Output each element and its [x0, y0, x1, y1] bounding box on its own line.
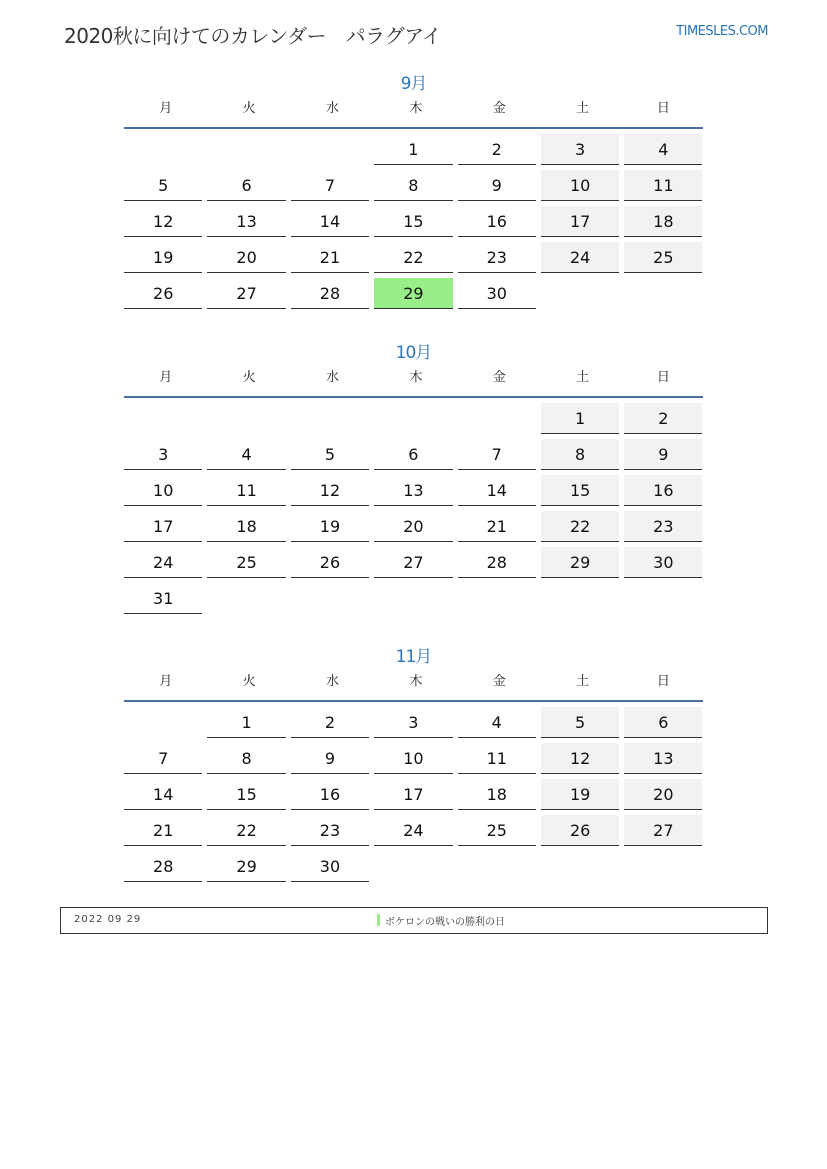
- day-number[interactable]: 3: [374, 707, 452, 738]
- weeks-grid: [124, 129, 703, 314]
- day-number[interactable]: 23: [291, 815, 369, 846]
- weekday-label: 木: [409, 674, 423, 689]
- holiday-legend: [60, 907, 768, 934]
- month-calendar-november: [124, 643, 703, 887]
- day-cell: [458, 475, 541, 511]
- day-cell: [374, 707, 457, 743]
- day-cell: [124, 242, 207, 278]
- week-row: [124, 851, 703, 887]
- weekday-label: 水: [325, 674, 339, 689]
- day-number[interactable]: 20: [624, 779, 702, 810]
- day-cell: [207, 547, 290, 583]
- day-number[interactable]: 21: [291, 242, 369, 273]
- day-cell: [458, 134, 541, 170]
- day-number[interactable]: 12: [541, 743, 619, 774]
- day-cell: [124, 779, 207, 815]
- day-cell: [291, 475, 374, 511]
- day-number[interactable]: 29: [541, 547, 619, 578]
- week-row: [124, 206, 703, 242]
- day-number[interactable]: 5: [291, 439, 369, 470]
- day-number[interactable]: 8: [541, 439, 619, 470]
- day-cell: [541, 134, 624, 170]
- day-cell: [207, 815, 290, 851]
- day-number[interactable]: 17: [374, 779, 452, 810]
- day-cell: [207, 278, 290, 314]
- day-number[interactable]: 13: [374, 475, 452, 506]
- day-number[interactable]: 1: [541, 403, 619, 434]
- day-cell: [624, 851, 702, 887]
- day-cell: [624, 278, 702, 314]
- day-number[interactable]: 6: [374, 439, 452, 470]
- day-cell: [458, 206, 541, 242]
- weekday-label: 火: [242, 101, 256, 116]
- day-number[interactable]: 20: [374, 511, 452, 542]
- day-number[interactable]: 9: [624, 439, 702, 470]
- day-cell: [374, 511, 457, 547]
- day-number[interactable]: 14: [458, 475, 536, 506]
- day-cell: [374, 134, 457, 170]
- day-cell: [291, 134, 374, 170]
- day-number[interactable]: 28: [291, 278, 369, 309]
- day-number[interactable]: 26: [291, 547, 369, 578]
- day-number[interactable]: 26: [541, 815, 619, 846]
- day-number[interactable]: 11: [624, 170, 702, 201]
- weekday-label: 水: [325, 101, 339, 116]
- day-cell: [291, 511, 374, 547]
- day-number[interactable]: 22: [374, 242, 452, 273]
- day-number[interactable]: 15: [541, 475, 619, 506]
- weekday-label: 月: [159, 101, 173, 116]
- day-cell: [207, 851, 290, 887]
- day-cell: [374, 475, 457, 511]
- day-cell: [541, 403, 624, 439]
- day-cell: [374, 403, 457, 439]
- day-number[interactable]: 24: [541, 242, 619, 273]
- day-number[interactable]: 16: [458, 206, 536, 237]
- week-row: [124, 403, 703, 439]
- day-number[interactable]: 12: [291, 475, 369, 506]
- day-cell: [458, 403, 541, 439]
- day-cell: [458, 583, 541, 619]
- day-cell: [124, 583, 207, 619]
- day-cell: [374, 743, 457, 779]
- day-number[interactable]: 22: [207, 815, 285, 846]
- day-cell: [374, 779, 457, 815]
- weekday-label: 日: [656, 101, 670, 116]
- day-number[interactable]: 4: [624, 134, 702, 165]
- day-number[interactable]: 10: [124, 475, 202, 506]
- day-cell: [374, 278, 457, 314]
- day-cell: [374, 583, 457, 619]
- day-number[interactable]: 30: [291, 851, 369, 882]
- weekday-label: 金: [492, 370, 506, 385]
- week-row: [124, 242, 703, 278]
- day-number[interactable]: 16: [291, 779, 369, 810]
- day-number[interactable]: 25: [207, 547, 285, 578]
- day-number[interactable]: 25: [458, 815, 536, 846]
- day-number[interactable]: 17: [541, 206, 619, 237]
- day-cell: [458, 242, 541, 278]
- day-number[interactable]: 29: [207, 851, 285, 882]
- day-number[interactable]: 5: [124, 170, 202, 201]
- day-cell: [291, 242, 374, 278]
- day-number[interactable]: 9: [458, 170, 536, 201]
- day-number[interactable]: 2: [458, 134, 536, 165]
- day-cell: [124, 439, 207, 475]
- day-cell: [124, 134, 207, 170]
- month-title: 10月: [395, 343, 432, 363]
- day-cell: [374, 170, 457, 206]
- day-cell: [291, 170, 374, 206]
- day-cell: [541, 707, 624, 743]
- day-cell: [291, 743, 374, 779]
- day-cell: [291, 403, 374, 439]
- day-number[interactable]: 23: [624, 511, 702, 542]
- day-number[interactable]: 19: [541, 779, 619, 810]
- day-number[interactable]: 2: [291, 707, 369, 738]
- day-number[interactable]: 26: [124, 278, 202, 309]
- day-cell: [458, 779, 541, 815]
- day-cell: [124, 170, 207, 206]
- day-number[interactable]: 10: [541, 170, 619, 201]
- weekday-label: 土: [576, 674, 590, 689]
- day-cell: [207, 743, 290, 779]
- day-cell: [541, 278, 624, 314]
- day-number[interactable]: 1: [374, 134, 452, 165]
- day-cell: [291, 439, 374, 475]
- day-number[interactable]: 22: [541, 511, 619, 542]
- day-cell: [207, 779, 290, 815]
- day-number[interactable]: 11: [207, 475, 285, 506]
- week-row: [124, 707, 703, 743]
- day-cell: [541, 511, 624, 547]
- day-cell: [124, 511, 207, 547]
- day-cell: [291, 779, 374, 815]
- holiday-date: 2022 09 29: [74, 914, 142, 925]
- day-number[interactable]: 31: [124, 583, 202, 614]
- day-cell: [624, 439, 702, 475]
- day-number[interactable]: 19: [291, 511, 369, 542]
- day-cell: [207, 439, 290, 475]
- day-number[interactable]: 3: [124, 439, 202, 470]
- week-row: [124, 511, 703, 547]
- day-number[interactable]: 5: [541, 707, 619, 738]
- day-cell: [124, 278, 207, 314]
- holiday-day[interactable]: 29: [374, 278, 452, 309]
- month-title: 11月: [395, 647, 432, 667]
- day-number[interactable]: 11: [458, 743, 536, 774]
- day-number[interactable]: 17: [124, 511, 202, 542]
- day-cell: [207, 511, 290, 547]
- day-cell: [624, 547, 702, 583]
- week-row: [124, 439, 703, 475]
- day-cell: [624, 242, 702, 278]
- month-title: 9月: [400, 74, 427, 94]
- day-cell: [541, 439, 624, 475]
- day-cell: [541, 242, 624, 278]
- day-number[interactable]: 10: [374, 743, 452, 774]
- holiday-name: ボケロンの戦いの勝利の日: [385, 917, 505, 928]
- day-cell: [374, 815, 457, 851]
- day-cell: [291, 583, 374, 619]
- day-cell: [458, 511, 541, 547]
- week-row: [124, 278, 703, 314]
- day-number[interactable]: 12: [124, 206, 202, 237]
- week-row: [124, 170, 703, 206]
- day-cell: [458, 815, 541, 851]
- day-cell: [207, 403, 290, 439]
- day-cell: [291, 815, 374, 851]
- day-number[interactable]: 13: [207, 206, 285, 237]
- day-cell: [624, 583, 702, 619]
- week-row: [124, 743, 703, 779]
- weekday-header: [124, 671, 703, 702]
- week-row: [124, 134, 703, 170]
- weekday-label: 火: [242, 370, 256, 385]
- month-calendar-september: [124, 70, 703, 314]
- day-number[interactable]: 2: [624, 403, 702, 434]
- day-cell: [207, 475, 290, 511]
- day-cell: [624, 206, 702, 242]
- day-cell: [541, 206, 624, 242]
- brand-logo-text[interactable]: TIMESLES.COM: [676, 24, 768, 39]
- week-row: [124, 583, 703, 619]
- day-cell: [458, 743, 541, 779]
- day-number[interactable]: 15: [374, 206, 452, 237]
- day-cell: [541, 851, 624, 887]
- day-cell: [541, 779, 624, 815]
- day-number[interactable]: 16: [624, 475, 702, 506]
- day-cell: [624, 779, 702, 815]
- day-number[interactable]: 8: [374, 170, 452, 201]
- day-cell: [458, 851, 541, 887]
- day-cell: [541, 815, 624, 851]
- day-number[interactable]: 24: [374, 815, 452, 846]
- day-number[interactable]: 24: [124, 547, 202, 578]
- day-number[interactable]: 1: [207, 707, 285, 738]
- day-number[interactable]: 6: [624, 707, 702, 738]
- day-cell: [458, 547, 541, 583]
- day-number[interactable]: 7: [458, 439, 536, 470]
- day-number[interactable]: 28: [458, 547, 536, 578]
- weekday-label: 土: [576, 101, 590, 116]
- day-cell: [124, 707, 207, 743]
- day-cell: [458, 707, 541, 743]
- week-row: [124, 815, 703, 851]
- day-number[interactable]: 7: [291, 170, 369, 201]
- day-cell: [207, 707, 290, 743]
- day-cell: [207, 134, 290, 170]
- day-cell: [458, 439, 541, 475]
- day-cell: [207, 170, 290, 206]
- weekday-label: 月: [159, 674, 173, 689]
- weeks-grid: [124, 702, 703, 887]
- day-number[interactable]: 18: [624, 206, 702, 237]
- day-number[interactable]: 30: [624, 547, 702, 578]
- day-cell: [291, 206, 374, 242]
- day-cell: [124, 851, 207, 887]
- day-cell: [207, 583, 290, 619]
- day-number[interactable]: 23: [458, 242, 536, 273]
- day-cell: [624, 403, 702, 439]
- weekday-label: 金: [492, 674, 506, 689]
- day-number[interactable]: 15: [207, 779, 285, 810]
- day-cell: [541, 583, 624, 619]
- day-number[interactable]: 27: [624, 815, 702, 846]
- day-cell: [624, 743, 702, 779]
- day-cell: [458, 170, 541, 206]
- day-cell: [541, 743, 624, 779]
- weekday-label: 水: [325, 370, 339, 385]
- day-cell: [541, 170, 624, 206]
- week-row: [124, 547, 703, 583]
- day-cell: [374, 439, 457, 475]
- day-number[interactable]: 25: [624, 242, 702, 273]
- day-number[interactable]: 14: [291, 206, 369, 237]
- day-number[interactable]: 14: [124, 779, 202, 810]
- day-cell: [291, 707, 374, 743]
- day-cell: [291, 851, 374, 887]
- day-cell: [124, 403, 207, 439]
- day-cell: [124, 743, 207, 779]
- weekday-label: 日: [656, 674, 670, 689]
- weekday-label: 木: [409, 101, 423, 116]
- day-cell: [207, 242, 290, 278]
- day-number[interactable]: 27: [374, 547, 452, 578]
- day-cell: [458, 278, 541, 314]
- week-row: [124, 475, 703, 511]
- holiday-color-marker: [377, 914, 380, 926]
- weekday-label: 金: [492, 101, 506, 116]
- day-cell: [624, 475, 702, 511]
- day-cell: [374, 206, 457, 242]
- day-number[interactable]: 18: [458, 779, 536, 810]
- day-number[interactable]: 3: [541, 134, 619, 165]
- weekday-header: [124, 98, 703, 129]
- day-cell: [124, 547, 207, 583]
- day-cell: [624, 707, 702, 743]
- day-cell: [624, 815, 702, 851]
- day-number[interactable]: 21: [124, 815, 202, 846]
- day-number[interactable]: 6: [207, 170, 285, 201]
- day-number[interactable]: 30: [458, 278, 536, 309]
- weekday-label: 火: [242, 674, 256, 689]
- day-number[interactable]: 18: [207, 511, 285, 542]
- day-number[interactable]: 7: [124, 743, 202, 774]
- day-cell: [124, 475, 207, 511]
- day-cell: [624, 170, 702, 206]
- day-cell: [291, 278, 374, 314]
- day-cell: [624, 134, 702, 170]
- day-number[interactable]: 4: [207, 439, 285, 470]
- day-cell: [124, 206, 207, 242]
- day-number[interactable]: 21: [458, 511, 536, 542]
- day-cell: [374, 851, 457, 887]
- weekday-label: 月: [159, 370, 173, 385]
- week-row: [124, 779, 703, 815]
- day-cell: [541, 547, 624, 583]
- day-number[interactable]: 4: [458, 707, 536, 738]
- day-number[interactable]: 8: [207, 743, 285, 774]
- weekday-label: 日: [656, 370, 670, 385]
- day-cell: [291, 547, 374, 583]
- weekday-label: 土: [576, 370, 590, 385]
- day-number[interactable]: 19: [124, 242, 202, 273]
- day-number[interactable]: 27: [207, 278, 285, 309]
- day-cell: [124, 815, 207, 851]
- page-title: 2020秋に向けてのカレンダー パラグアイ: [64, 24, 442, 48]
- day-number[interactable]: 13: [624, 743, 702, 774]
- day-cell: [624, 511, 702, 547]
- weekday-header: [124, 367, 703, 398]
- day-cell: [541, 475, 624, 511]
- day-cell: [207, 206, 290, 242]
- month-calendar-october: [124, 339, 703, 619]
- day-cell: [374, 547, 457, 583]
- weekday-label: 木: [409, 370, 423, 385]
- day-number[interactable]: 9: [291, 743, 369, 774]
- day-number[interactable]: 20: [207, 242, 285, 273]
- day-number[interactable]: 28: [124, 851, 202, 882]
- day-cell: [374, 242, 457, 278]
- weeks-grid: [124, 398, 703, 619]
